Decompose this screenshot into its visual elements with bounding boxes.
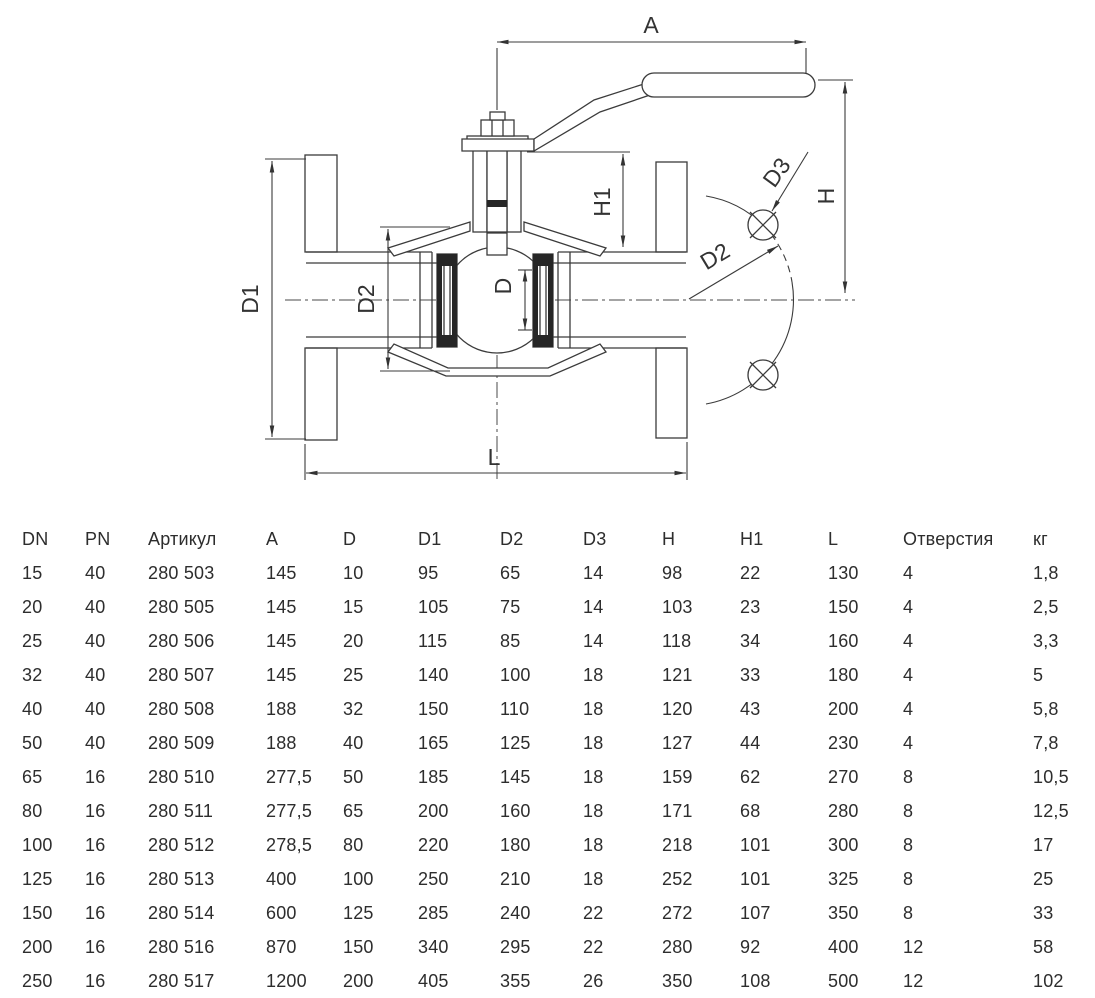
dimension-table: [0, 522, 1095, 998]
table-row: [0, 624, 1095, 658]
table-cell: 125: [500, 732, 531, 753]
table-cell: 355: [500, 970, 531, 991]
table-cell: 105: [418, 596, 449, 617]
table-cell: 180: [828, 664, 859, 685]
table-cell: 280: [662, 936, 693, 957]
table-cell: 18: [583, 698, 604, 719]
column-header: L: [828, 528, 839, 549]
table-row: [0, 794, 1095, 828]
table-cell: 277,5: [266, 766, 313, 787]
column-header: D: [343, 528, 357, 549]
table-header-row: [0, 522, 1095, 556]
dim-label-D3: D3: [757, 152, 796, 192]
table-cell: 159: [662, 766, 693, 787]
table-cell: 16: [85, 868, 106, 889]
table-cell: 150: [828, 596, 859, 617]
table-cell: 200: [22, 936, 53, 957]
table-cell: 280 505: [148, 596, 215, 617]
table-cell: 80: [22, 800, 43, 821]
table-cell: 185: [418, 766, 449, 787]
table-cell: 325: [828, 868, 859, 889]
table-cell: 277,5: [266, 800, 313, 821]
table-cell: 62: [740, 766, 761, 787]
table-cell: 32: [22, 664, 43, 685]
dim-D1: [237, 159, 306, 439]
table-cell: 500: [828, 970, 859, 991]
table-cell: 10,5: [1033, 766, 1069, 787]
table-cell: 102: [1033, 970, 1064, 991]
table-cell: 252: [662, 868, 693, 889]
table-cell: 125: [343, 902, 374, 923]
column-header: A: [266, 528, 279, 549]
table-cell: 4: [903, 630, 914, 651]
table-cell: 25: [343, 664, 364, 685]
table-cell: 4: [903, 596, 914, 617]
table-cell: 200: [418, 800, 449, 821]
table-cell: 33: [1033, 902, 1054, 923]
dim-label-D2-body: D2: [353, 284, 379, 314]
table-cell: 280 507: [148, 664, 215, 685]
table-cell: 16: [85, 800, 106, 821]
table-cell: 280 512: [148, 834, 215, 855]
table-cell: 20: [343, 630, 364, 651]
table-cell: 18: [583, 834, 604, 855]
table-cell: 33: [740, 664, 761, 685]
table-cell: 280 503: [148, 562, 215, 583]
table-cell: 200: [343, 970, 374, 991]
bonnet-and-stem: [467, 112, 528, 232]
table-cell: 40: [85, 596, 106, 617]
table-cell: 4: [903, 562, 914, 583]
table-cell: 65: [22, 766, 43, 787]
table-cell: 43: [740, 698, 761, 719]
column-header: DN: [22, 528, 49, 549]
table-cell: 121: [662, 664, 693, 685]
column-header: D3: [583, 528, 607, 549]
table-cell: 98: [662, 562, 683, 583]
table-cell: 145: [500, 766, 531, 787]
dim-H: [813, 80, 853, 293]
column-header: кг: [1033, 528, 1048, 549]
dim-label-D1: D1: [237, 284, 263, 314]
table-cell: 108: [740, 970, 771, 991]
table-cell: 165: [418, 732, 449, 753]
table-cell: 130: [828, 562, 859, 583]
table-cell: 5: [1033, 664, 1044, 685]
table-cell: 280: [828, 800, 859, 821]
table-cell: 280 509: [148, 732, 215, 753]
table-cell: 870: [266, 936, 297, 957]
table-cell: 50: [343, 766, 364, 787]
table-row: [0, 658, 1095, 692]
table-cell: 100: [500, 664, 531, 685]
table-cell: 85: [500, 630, 521, 651]
table-cell: 12: [903, 936, 924, 957]
table-cell: 101: [740, 868, 771, 889]
table-cell: 100: [22, 834, 53, 855]
table-cell: 250: [418, 868, 449, 889]
table-cell: 18: [583, 732, 604, 753]
table-cell: 160: [828, 630, 859, 651]
table-cell: 40: [85, 562, 106, 583]
table-cell: 12,5: [1033, 800, 1069, 821]
table-cell: 75: [500, 596, 521, 617]
table-cell: 16: [85, 766, 106, 787]
table-cell: 285: [418, 902, 449, 923]
table-cell: 15: [343, 596, 364, 617]
table-cell: 14: [583, 596, 604, 617]
table-cell: 7,8: [1033, 732, 1059, 753]
table-cell: 280 506: [148, 630, 215, 651]
table-cell: 22: [583, 902, 604, 923]
table-cell: 400: [266, 868, 297, 889]
table-cell: 18: [583, 800, 604, 821]
table-cell: 16: [85, 936, 106, 957]
table-cell: 103: [662, 596, 693, 617]
table-cell: 118: [662, 630, 692, 651]
table-cell: 16: [85, 970, 106, 991]
column-header: D1: [418, 528, 442, 549]
table-cell: 8: [903, 800, 914, 821]
table-cell: 220: [418, 834, 449, 855]
table-cell: 250: [22, 970, 53, 991]
table-cell: 65: [500, 562, 521, 583]
table-cell: 4: [903, 664, 914, 685]
table-cell: 20: [22, 596, 43, 617]
table-cell: 140: [418, 664, 449, 685]
table-row: [0, 930, 1095, 964]
table-cell: 145: [266, 562, 297, 583]
table-cell: 280 511: [148, 800, 214, 821]
stem-nut: [481, 120, 514, 136]
table-row: [0, 556, 1095, 590]
table-cell: 40: [85, 732, 106, 753]
dim-label-H: H: [813, 187, 839, 205]
table-cell: 280 517: [148, 970, 215, 991]
column-header: PN: [85, 528, 111, 549]
table-cell: 22: [740, 562, 761, 583]
table-cell: 44: [740, 732, 761, 753]
table-cell: 150: [418, 698, 449, 719]
table-cell: 25: [1033, 868, 1054, 889]
column-header: H: [662, 528, 676, 549]
table-cell: 40: [85, 664, 106, 685]
table-cell: 230: [828, 732, 859, 753]
table-cell: 3,3: [1033, 630, 1059, 651]
left-seat-ring: [437, 254, 457, 347]
table-cell: 160: [500, 800, 531, 821]
stem-to-ball-key: [487, 233, 507, 255]
table-cell: 150: [343, 936, 374, 957]
bolt-hole: [748, 360, 778, 390]
handle: [462, 73, 815, 151]
table-cell: 340: [418, 936, 449, 957]
table-cell: 280 513: [148, 868, 215, 889]
column-header: Артикул: [148, 528, 217, 549]
table-cell: 240: [500, 902, 531, 923]
dim-L: [305, 442, 687, 480]
table-cell: 101: [740, 834, 771, 855]
table-cell: 16: [85, 902, 106, 923]
table-cell: 350: [828, 902, 859, 923]
dim-label-H1: H1: [589, 187, 615, 217]
handle-grip: [642, 73, 815, 97]
table-cell: 25: [22, 630, 43, 651]
table-cell: 26: [583, 970, 604, 991]
table-cell: 1,8: [1033, 562, 1059, 583]
table-cell: 280 508: [148, 698, 215, 719]
table-cell: 18: [583, 664, 604, 685]
table-cell: 145: [266, 630, 297, 651]
table-cell: 8: [903, 868, 914, 889]
table-cell: 270: [828, 766, 859, 787]
table-cell: 295: [500, 936, 531, 957]
table-cell: 2,5: [1033, 596, 1059, 617]
table-cell: 5,8: [1033, 698, 1059, 719]
table-cell: 22: [583, 936, 604, 957]
table-cell: 125: [22, 868, 53, 889]
table-cell: 32: [343, 698, 364, 719]
table-cell: 18: [583, 868, 604, 889]
table-cell: 145: [266, 664, 297, 685]
table-row: [0, 964, 1095, 998]
table-cell: 280 516: [148, 936, 215, 957]
table-cell: 120: [662, 698, 693, 719]
table-cell: 280 514: [148, 902, 215, 923]
table-row: [0, 862, 1095, 896]
bolt-hole: [748, 210, 778, 240]
table-cell: 8: [903, 766, 914, 787]
table-cell: 115: [418, 630, 448, 651]
table-cell: 300: [828, 834, 859, 855]
table-cell: 278,5: [266, 834, 313, 855]
table-cell: 180: [500, 834, 531, 855]
table-cell: 171: [662, 800, 693, 821]
table-cell: 14: [583, 630, 604, 651]
table-cell: 15: [22, 562, 43, 583]
table-cell: 50: [22, 732, 43, 753]
table-cell: 188: [266, 698, 297, 719]
dim-label-A: A: [643, 12, 659, 38]
table-row: [0, 896, 1095, 930]
table-row: [0, 828, 1095, 862]
table-cell: 272: [662, 902, 693, 923]
table-cell: 145: [266, 596, 297, 617]
table-cell: 16: [85, 834, 106, 855]
column-header: Отверстия: [903, 528, 994, 549]
table-cell: 8: [903, 834, 914, 855]
table-cell: 280 510: [148, 766, 215, 787]
table-cell: 40: [22, 698, 43, 719]
table-cell: 17: [1033, 834, 1054, 855]
table-cell: 92: [740, 936, 761, 957]
table-cell: 34: [740, 630, 761, 651]
table-cell: 127: [662, 732, 693, 753]
dim-label-D2-bolt-circle: D2: [695, 237, 735, 275]
dim-label-L: L: [487, 444, 501, 470]
table-cell: 150: [22, 902, 53, 923]
table-row: [0, 726, 1095, 760]
table-cell: 40: [85, 698, 106, 719]
table-cell: 110: [500, 698, 530, 719]
table-cell: 200: [828, 698, 859, 719]
table-cell: 40: [85, 630, 106, 651]
table-cell: 100: [343, 868, 374, 889]
table-cell: 210: [500, 868, 531, 889]
table-cell: 14: [583, 562, 604, 583]
dim-D3: [757, 152, 808, 211]
table-cell: 10: [343, 562, 364, 583]
table-cell: 107: [740, 902, 771, 923]
table-cell: 4: [903, 732, 914, 753]
table-cell: 12: [903, 970, 924, 991]
table-cell: 18: [583, 766, 604, 787]
table-cell: 600: [266, 902, 297, 923]
table-row: [0, 590, 1095, 624]
table-cell: 40: [343, 732, 364, 753]
column-header: H1: [740, 528, 764, 549]
table-cell: 80: [343, 834, 364, 855]
table-cell: 405: [418, 970, 449, 991]
table-cell: 400: [828, 936, 859, 957]
table-cell: 8: [903, 902, 914, 923]
table-cell: 23: [740, 596, 761, 617]
table-row: [0, 760, 1095, 794]
table-cell: 1200: [266, 970, 307, 991]
table-cell: 4: [903, 698, 914, 719]
table-cell: 65: [343, 800, 364, 821]
table-cell: 218: [662, 834, 693, 855]
table-cell: 95: [418, 562, 439, 583]
right-seat-ring: [533, 254, 553, 347]
dim-D2-bolt-circle: [689, 237, 778, 299]
dim-label-D: D: [490, 277, 516, 295]
table-cell: 68: [740, 800, 761, 821]
table-cell: 188: [266, 732, 297, 753]
left-flange: [305, 155, 337, 440]
table-cell: 58: [1033, 936, 1054, 957]
table-cell: 350: [662, 970, 693, 991]
column-header: D2: [500, 528, 524, 549]
table-row: [0, 692, 1095, 726]
